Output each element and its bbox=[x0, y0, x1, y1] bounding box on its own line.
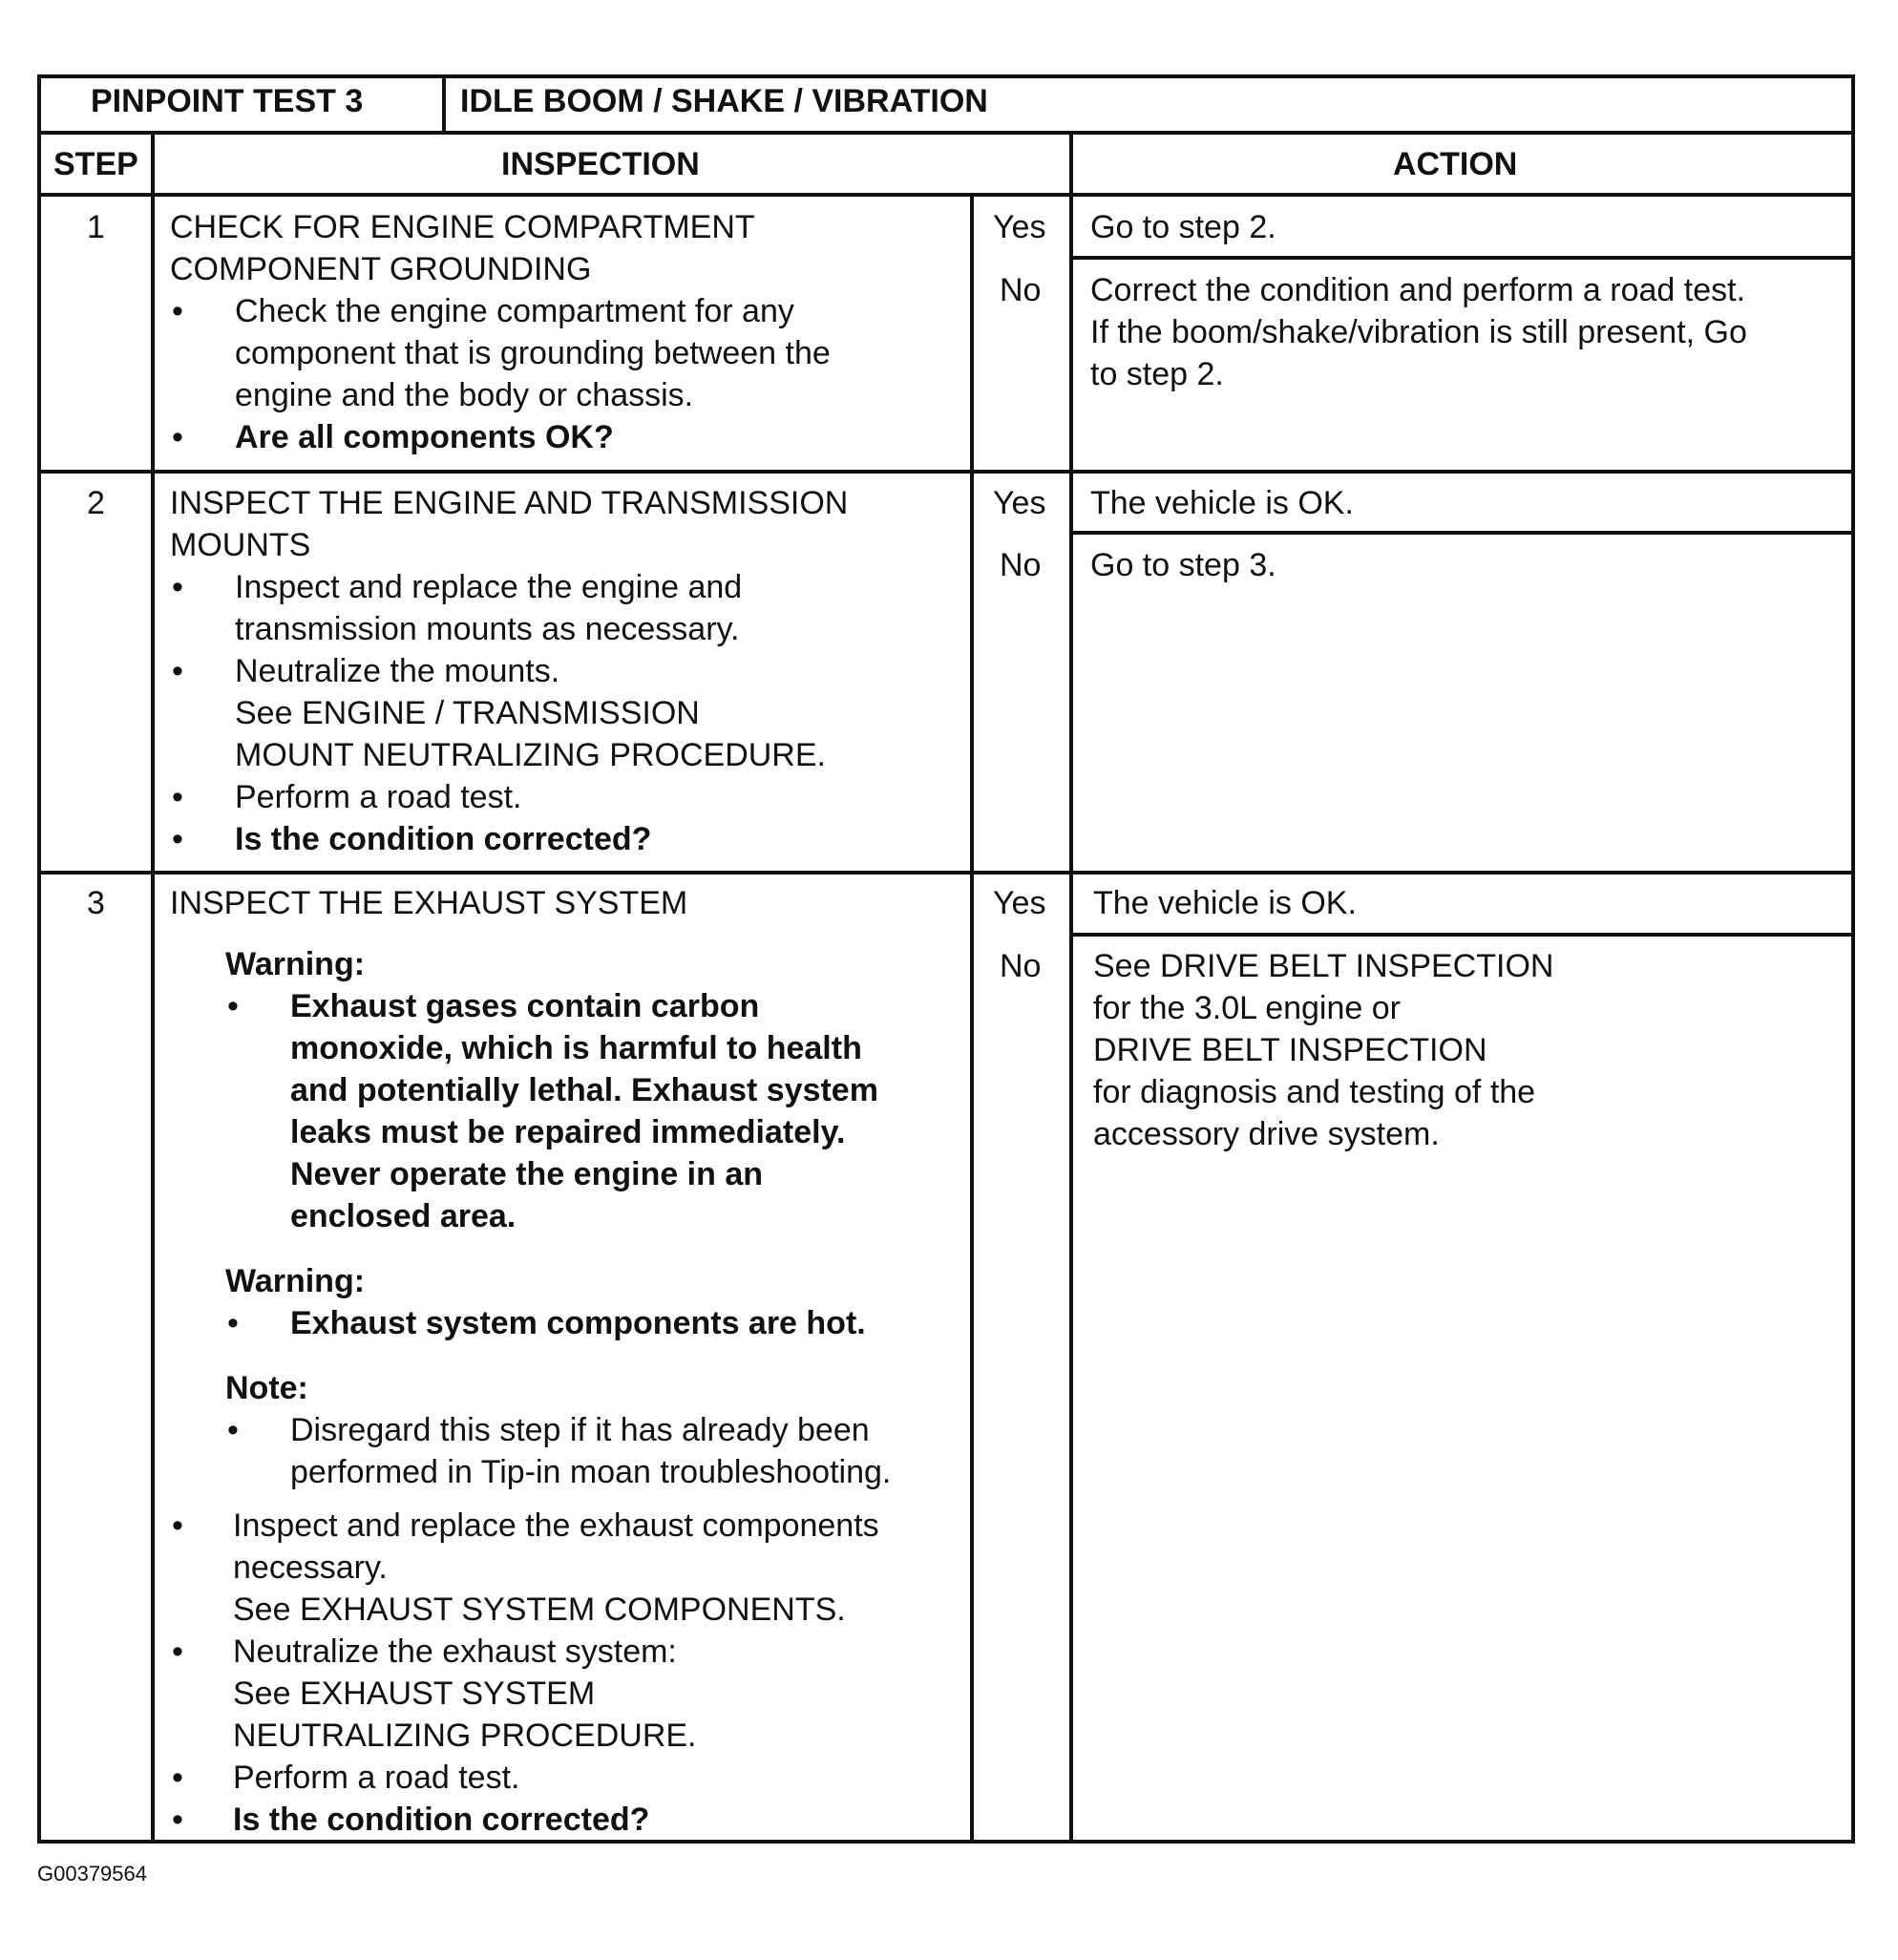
bullet-icon: • bbox=[227, 1305, 239, 1341]
column-header-inspection: INSPECTION bbox=[501, 146, 700, 182]
warning-line: and potentially lethal. Exhaust system bbox=[290, 1072, 878, 1108]
bullet-icon: • bbox=[172, 653, 183, 689]
warning-line: Exhaust system components are hot. bbox=[290, 1305, 866, 1341]
yes-action: Go to step 2. bbox=[1090, 209, 1276, 245]
inspection-line: Neutralize the exhaust system: bbox=[233, 1633, 677, 1670]
warning-line: enclosed area. bbox=[290, 1198, 517, 1234]
no-action-line: DRIVE BELT INSPECTION bbox=[1093, 1032, 1487, 1068]
inspection-line: NEUTRALIZING PROCEDURE. bbox=[233, 1718, 697, 1754]
column-header-action: ACTION bbox=[1393, 146, 1518, 182]
no-label: No bbox=[1000, 948, 1042, 984]
inspection-line: Inspect and replace the engine and bbox=[235, 569, 743, 605]
no-label: No bbox=[1000, 547, 1042, 583]
step-number: 2 bbox=[87, 485, 105, 521]
divider bbox=[1069, 933, 1855, 937]
bullet-icon: • bbox=[172, 1633, 183, 1670]
warning-label: Warning: bbox=[225, 1263, 366, 1299]
inspection-line: Neutralize the mounts. bbox=[235, 653, 560, 689]
inspection-line: MOUNT NEUTRALIZING PROCEDURE. bbox=[235, 737, 826, 773]
yes-action: The vehicle is OK. bbox=[1093, 885, 1357, 921]
warning-line: monoxide, which is harmful to health bbox=[290, 1030, 862, 1066]
inspection-line: engine and the body or chassis. bbox=[235, 377, 694, 413]
bullet-icon: • bbox=[172, 1760, 183, 1796]
bullet-icon: • bbox=[227, 988, 239, 1024]
yes-action: The vehicle is OK. bbox=[1090, 485, 1354, 521]
inspection-line: necessary. bbox=[233, 1549, 388, 1586]
no-action-line: Go to step 3. bbox=[1090, 547, 1276, 583]
inspection-line: Check the engine compartment for any bbox=[235, 293, 794, 329]
yes-label: Yes bbox=[993, 885, 1046, 921]
inspection-line: Inspect and replace the exhaust components bbox=[233, 1507, 879, 1544]
warning-line: Exhaust gases contain carbon bbox=[290, 988, 760, 1024]
bullet-icon: • bbox=[172, 569, 183, 605]
no-label: No bbox=[1000, 272, 1042, 308]
inspection-line: Perform a road test. bbox=[233, 1760, 520, 1796]
bullet-icon: • bbox=[172, 1802, 183, 1838]
bullet-icon: • bbox=[172, 1507, 183, 1544]
divider bbox=[151, 131, 155, 1844]
yes-label: Yes bbox=[993, 485, 1046, 521]
note-line: Disregard this step if it has already been bbox=[290, 1412, 870, 1448]
step-heading: INSPECT THE ENGINE AND TRANSMISSION bbox=[170, 485, 849, 521]
warning-label: Warning: bbox=[225, 946, 366, 982]
step-number: 1 bbox=[87, 209, 105, 245]
inspection-line: component that is grounding between the bbox=[235, 335, 831, 371]
inspection-question: Is the condition corrected? bbox=[233, 1802, 650, 1838]
no-action-line: for the 3.0L engine or bbox=[1093, 990, 1401, 1026]
no-action-line: for diagnosis and testing of the bbox=[1093, 1074, 1536, 1110]
bullet-icon: • bbox=[172, 779, 183, 815]
step-heading: COMPONENT GROUNDING bbox=[170, 251, 592, 287]
note-line: performed in Tip-in moan troubleshooting. bbox=[290, 1454, 892, 1490]
inspection-line: transmission mounts as necessary. bbox=[235, 611, 740, 647]
step-heading: INSPECT THE EXHAUST SYSTEM bbox=[170, 885, 688, 921]
inspection-line: See EXHAUST SYSTEM COMPONENTS. bbox=[233, 1591, 846, 1628]
no-action-line: Correct the condition and perform a road test. bbox=[1090, 272, 1746, 308]
divider bbox=[37, 871, 1855, 875]
no-action-line: to step 2. bbox=[1090, 356, 1224, 392]
bullet-icon: • bbox=[227, 1412, 239, 1448]
bullet-icon: • bbox=[172, 821, 183, 857]
test-title: IDLE BOOM / SHAKE / VIBRATION bbox=[460, 83, 988, 119]
divider bbox=[970, 193, 974, 1844]
divider bbox=[1069, 531, 1855, 535]
divider bbox=[37, 131, 1855, 135]
divider bbox=[37, 470, 1855, 474]
step-number: 3 bbox=[87, 885, 105, 921]
no-action-line: accessory drive system. bbox=[1093, 1116, 1440, 1152]
inspection-line: See EXHAUST SYSTEM bbox=[233, 1675, 596, 1712]
inspection-line: See ENGINE / TRANSMISSION bbox=[235, 695, 700, 731]
inspection-line: Perform a road test. bbox=[235, 779, 522, 815]
warning-line: leaks must be repaired immediately. bbox=[290, 1114, 846, 1150]
divider bbox=[37, 193, 1855, 197]
bullet-icon: • bbox=[172, 419, 183, 455]
step-heading: CHECK FOR ENGINE COMPARTMENT bbox=[170, 209, 755, 245]
figure-id: G00379564 bbox=[37, 1862, 147, 1886]
bullet-icon: • bbox=[172, 293, 183, 329]
divider bbox=[442, 74, 446, 135]
inspection-question: Is the condition corrected? bbox=[235, 821, 652, 857]
step-heading: MOUNTS bbox=[170, 527, 311, 563]
test-label: PINPOINT TEST 3 bbox=[91, 83, 364, 119]
no-action-line: See DRIVE BELT INSPECTION bbox=[1093, 948, 1554, 984]
divider bbox=[1069, 256, 1855, 260]
divider bbox=[1069, 131, 1073, 1844]
inspection-question: Are all components OK? bbox=[235, 419, 614, 455]
note-label: Note: bbox=[225, 1370, 308, 1406]
column-header-step: STEP bbox=[53, 146, 138, 182]
no-action-line: If the boom/shake/vibration is still present, Go bbox=[1090, 314, 1747, 350]
warning-line: Never operate the engine in an bbox=[290, 1156, 764, 1192]
yes-label: Yes bbox=[993, 209, 1046, 245]
